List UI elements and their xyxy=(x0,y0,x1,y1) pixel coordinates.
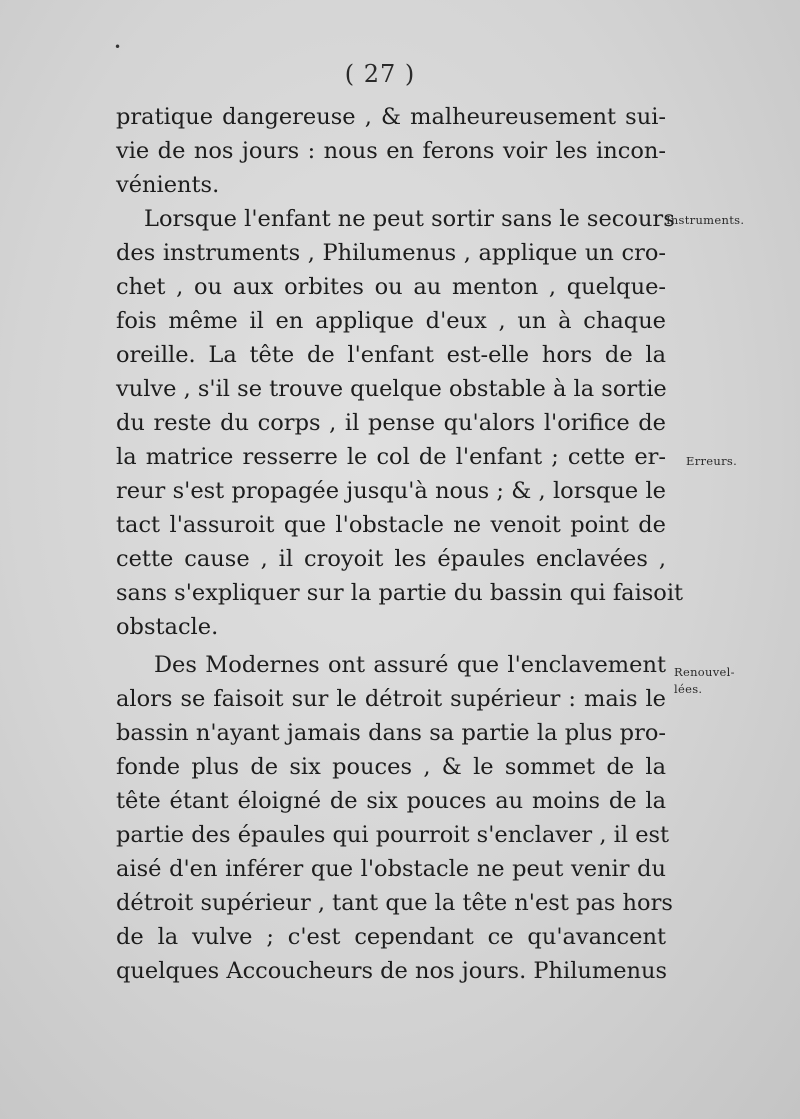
text-line: obstacle. xyxy=(116,614,219,640)
text-line: vénients. xyxy=(116,172,220,198)
text-line: quelques Accoucheurs de nos jours. Philumenus xyxy=(116,958,668,984)
text-line: alors se faisoit sur le détroit supérieur : mais le xyxy=(116,686,666,712)
margin-note-renouvelees-2: lées. xyxy=(674,682,703,696)
paragraph-start-line: Des Modernes ont assuré que l'enclavement xyxy=(154,652,666,678)
text-line: fonde plus de six pouces , & le sommet de la xyxy=(116,754,666,780)
text-line: tact l'assuroit que l'obstacle ne venoit point de xyxy=(116,512,666,538)
text-line: du reste du corps , il pense qu'alors l'orifice de xyxy=(116,410,666,436)
text-line: chet , ou aux orbites ou au menton , quelque- xyxy=(116,274,666,300)
text-line: sans s'expliquer sur la partie du bassin qui faisoit xyxy=(116,580,684,606)
text-line: cette cause , il croyoit les épaules enclavées , xyxy=(116,546,666,572)
text-line: vie de nos jours : nous en ferons voir les incon- xyxy=(116,138,666,164)
text-line: pratique dangereuse , & malheureusement sui- xyxy=(116,104,666,130)
margin-note-renouvelees-1: Renouvel- xyxy=(674,665,735,679)
text-line: tête étant éloigné de six pouces au moins de la xyxy=(116,788,666,814)
text-line: de la vulve ; c'est cependant ce qu'avancent xyxy=(116,924,666,950)
page-number: ( 27 ) xyxy=(344,60,416,88)
text-line: des instruments , Philumenus , applique un cro- xyxy=(116,240,666,266)
text-line: reur s'est propagée jusqu'à nous ; & , lorsque le xyxy=(116,478,666,504)
margin-note-erreurs: Erreurs. xyxy=(686,454,738,468)
paragraph-start-line: Lorsque l'enfant ne peut sortir sans le secours xyxy=(144,206,675,232)
text-line: fois même il en applique d'eux , un à chaque xyxy=(116,308,666,334)
text-line: oreille. La tête de l'enfant est-elle hors de la xyxy=(116,342,666,368)
text-line: aisé d'en inférer que l'obstacle ne peut venir du xyxy=(116,856,666,882)
text-line: détroit supérieur , tant que la tête n'est pas hors xyxy=(116,890,673,916)
text-line: bassin n'ayant jamais dans sa partie la plus pro- xyxy=(116,720,666,746)
text-line: la matrice resserre le col de l'enfant ; cette er- xyxy=(116,444,666,470)
text-line: partie des épaules qui pourroit s'enclaver , il est xyxy=(116,822,670,848)
text-line: vulve , s'il se trouve quelque obstable à la sortie xyxy=(116,376,667,402)
corner-mark: • xyxy=(114,40,122,54)
margin-note-instruments: Instruments. xyxy=(666,213,745,227)
